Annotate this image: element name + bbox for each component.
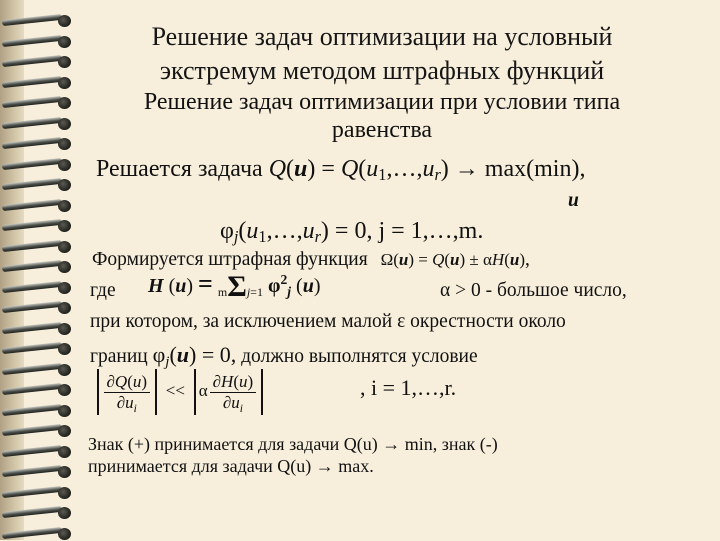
penalty-function-formula: Ω(u) = Q(u) ± αH(u): [380, 250, 525, 269]
binding-ring: [2, 404, 76, 418]
slide-title-line-2: экстремум методом штрафных функций: [159, 56, 605, 85]
exception-line: при котором, за исключением малой ε окрестности около: [90, 311, 566, 332]
binding-ring: [2, 281, 76, 295]
binding-ring: [2, 527, 76, 541]
condition-index: , i = 1,…,r.: [360, 375, 457, 400]
optimization-variable-label: u: [568, 190, 579, 211]
binding-ring: [2, 445, 76, 459]
where-lead: где: [90, 280, 116, 301]
binding-ring: [2, 383, 76, 397]
penalty-comma: ,: [525, 249, 530, 270]
binding-ring: [2, 219, 76, 233]
binding-ring: [2, 506, 76, 520]
binding-ring: [2, 342, 76, 356]
constraint-tail: = 0, j = 1,…,m.: [334, 218, 484, 244]
binding-ring: [2, 199, 76, 213]
boundary-tail: должно выполнятся условие: [241, 346, 478, 367]
binding-ring: [2, 240, 76, 254]
binding-ring: [2, 322, 76, 336]
binding-ring: [2, 178, 76, 192]
slide-title-line-1: Решение задач оптимизации на условный: [151, 22, 613, 51]
constraint-formula: $\varphi_j(u_1,\dots,u_r)$: [220, 218, 335, 246]
where-line: [90, 280, 116, 302]
sign-note-line-2: принимается для задачи Q(u) → max.: [88, 456, 374, 476]
binding-ring: [2, 486, 76, 500]
subtitle-line-2: равенства: [331, 117, 433, 143]
boundary-line: [90, 342, 478, 368]
sign-note-line-1: Знак (+) принимается для задачи Q(u) → min, знак (-): [88, 434, 498, 454]
binding-ring: [2, 260, 76, 274]
constraint-equation: [220, 218, 483, 245]
problem-tail: max(min),: [484, 156, 586, 182]
boundary-formula: $\varphi_j(u) = 0$,: [152, 342, 237, 370]
boundary-lead: границ: [90, 346, 148, 367]
binding-ring: [2, 363, 76, 377]
subtitle-line-1: Решение задач оптимизации при условии типа: [143, 89, 621, 115]
penalty-h-formula: H (u) = mΣj=1 $\varphi^2_j$ (u): [148, 269, 321, 304]
binding-ring: [2, 301, 76, 315]
problem-statement: [96, 156, 585, 183]
binding-ring: [2, 158, 76, 172]
alpha-description: α > 0 - большое число,: [440, 280, 627, 301]
problem-lead: Решается задача: [96, 156, 263, 182]
penalty-function-line: [92, 249, 530, 271]
penalty-lead: Формируется штрафная функция: [92, 249, 368, 270]
binding-ring: [2, 465, 76, 479]
gradient-condition: $\frac{\partial Q(u)}{\partial u_i}$ << α $\frac{\partial H(u)}{\partial u_i}$: [94, 369, 266, 415]
sum-symbol: mΣj=1: [217, 270, 263, 304]
binding-ring: [2, 424, 76, 438]
objective-formula: $Q(u) = Q(u_1,\dots,u_r)$ →: [268, 156, 485, 184]
